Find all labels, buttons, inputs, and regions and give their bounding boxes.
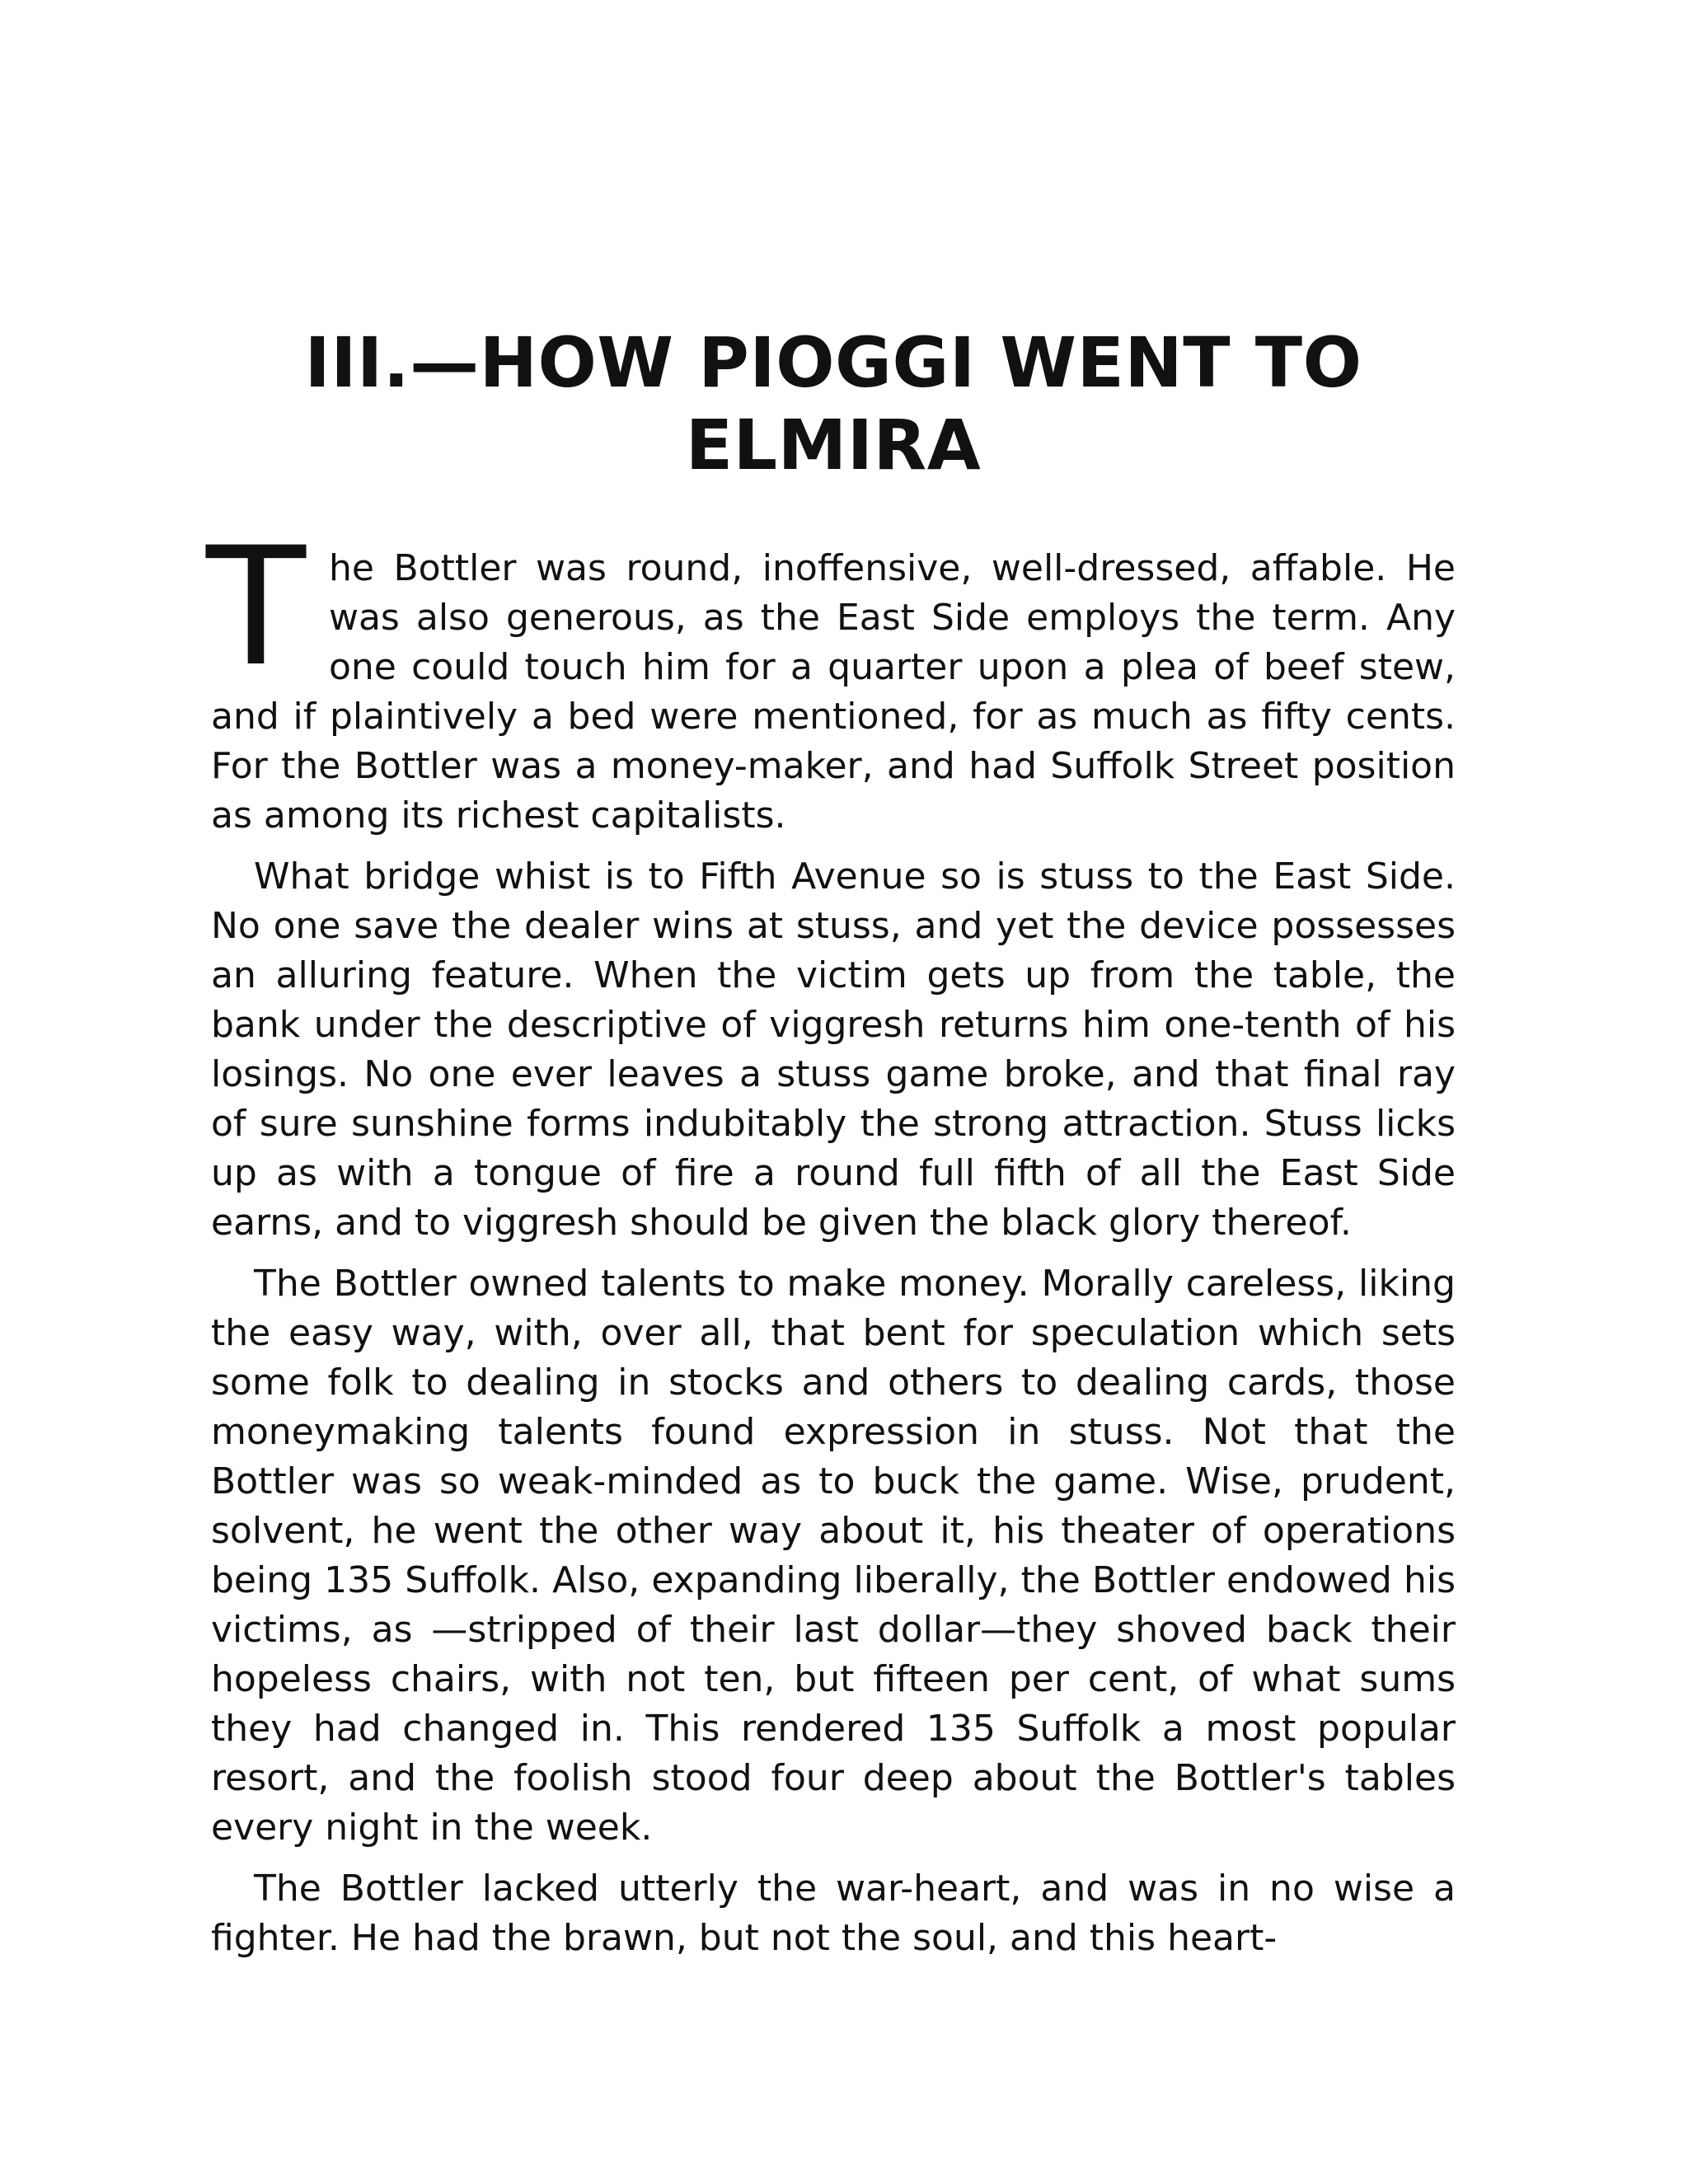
- paragraph-2: What bridge whist is to Fifth Avenue so is stuss to the East Side. No one save the dealer wins at stuss, and yet the device possesses an alluring feature. When the victim gets up from the table, the bank under the descriptive of viggresh returns him one-tenth of his losings. No one ever leaves a stuss game broke, and that final ray of sure sunshine forms indubitably the strong attraction. Stuss licks up as with a tongue of fire a round full fifth of all the East Side earns, and to viggresh should be given the black glory thereof.: [211, 855, 1456, 1244]
- chapter-title: III.—HOW PIOGGI WENT TO ELMIRA: [304, 322, 1362, 485]
- paragraph-1-text: he Bottler was round, inoffensive, well-dressed, affable. He was also generous, as the East Side employs the term. Any one could touch him for a quarter upon a plea of beef stew, and if plaintively a bed were mentioned, for as much as fifty cents. For the Bottler was a money-maker, and had Suffolk Street position as among its richest capitalists.: [211, 547, 1456, 837]
- drop-cap: T: [206, 512, 306, 702]
- book-page: [206, 0, 1456, 2184]
- paragraph-4: The Bottler lacked utterly the war-heart, and was in no wise a fighter. He had the brawn, but not the soul, and this heart-: [211, 1868, 1456, 1959]
- chapter-body: [206, 512, 1456, 1975]
- paragraph-1: [206, 512, 1456, 841]
- paragraph-3: The Bottler owned talents to make money. Morally careless, liking the easy way, with, over all, that bent for speculation which sets some folk to dealing in stocks and others to dealing cards, those moneymaking talents found expression in stuss. Not that the Bottler was so weak-minded as to buck the game. Wise, prudent, solvent, he went the other way about it, his theater of operations being 135 Suffolk. Also, expanding liberally, the Bottler endowed his victims, as —stripped of their last dollar—they shoved back their hopeless chairs, with not ten, but fifteen per cent, of what sums they had changed in. This rendered 135 Suffolk a most popular resort, and the foolish stood four deep about the Bottler's tables every night in the week.: [211, 1263, 1456, 1849]
